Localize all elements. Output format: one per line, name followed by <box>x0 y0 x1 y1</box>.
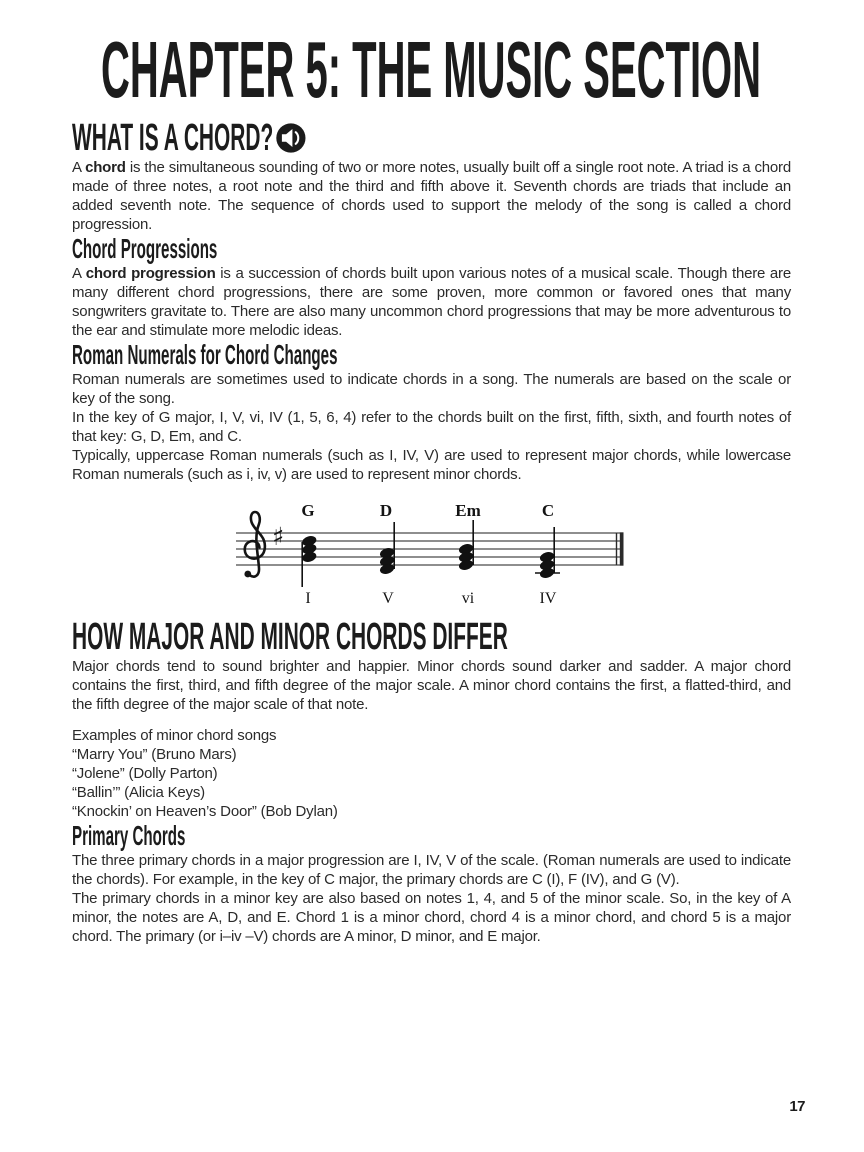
chord-notes-em <box>457 520 473 572</box>
chord-notes-g <box>301 534 317 587</box>
sub-heading-roman-numerals: Roman Numerals for Chord Changes <box>72 339 338 370</box>
key-signature-sharp: ♯ <box>271 522 284 551</box>
staff-lines <box>236 533 624 565</box>
chord-progressions-paragraph <box>72 264 791 340</box>
roman-numeral-iv: IV <box>539 590 556 607</box>
section-heading-text: HOW MAJOR AND MINOR CHORDS DIFFER <box>72 616 508 658</box>
roman-numeral-v: V <box>381 590 394 607</box>
roman-numerals-paragraph-1: Roman numerals are sometimes used to indicate chords in a song. The numerals are based on the scale or key of the song. <box>72 371 791 407</box>
section-heading-text: WHAT IS A CHORD? <box>72 117 274 159</box>
roman-numerals-paragraph-3: Typically, uppercase Roman numerals (such as I, IV, V) are used to represent major chords, while lowercase Roman numerals (such as i, iv, v) are used to represent minor chords. <box>72 447 791 483</box>
intro-rest: is the simultaneous sounding of two or more notes, usually built off a single root note. A triad is a chord made of three notes, a root note and the third and fifth above it. Seventh chords are triads that include an added seventh note. The sequence of chords used to support the melody of the song is called a chord progression. <box>72 159 791 233</box>
chord-letter-c: C <box>541 501 554 520</box>
chapter-title-text: CHAPTER 5: THE MUSIC SECTION <box>101 25 762 114</box>
page-number: 17 <box>789 1098 805 1115</box>
minor-chord-song-examples <box>72 726 791 821</box>
speaker-icon <box>275 122 307 154</box>
song-list-label: Examples of minor chord songs <box>72 727 277 744</box>
song-list-item: “Marry You” (Bruno Mars) <box>72 746 237 763</box>
chord-letter-em: Em <box>454 501 481 520</box>
intro-paragraph <box>72 158 791 234</box>
chapter-title <box>72 25 791 114</box>
chord-letter-g: G <box>300 501 315 520</box>
chord-progression-staff-notation <box>232 491 632 609</box>
section-heading-what-is-a-chord <box>72 118 791 158</box>
cp-rest: is a succession of chords built upon various notes of a musical scale. Though there are many different chord progressions, there are some proven, more common or favored ones that many songwriters gravitate to. There are also many uncommon chord progressions that may be more adventurous to the ear and stimulate more melodic ideas. <box>72 265 791 339</box>
sub-heading-primary-chords: Primary Chords <box>72 820 186 851</box>
roman-numerals-paragraph-2: In the key of G major, I, V, vi, IV (1, 5, 6, 4) refer to the chords built on the first, fifth, sixth, and fourth notes of that key: G, D, Em, and C. <box>72 409 791 445</box>
how-differ-paragraph: Major chords tend to sound brighter and happier. Minor chords sound darker and sadder. A major chord contains the first, third, and fifth degree of the major scale. A minor chord contains the first, a flatted-third, and the fifth degree of the major scale of that note. <box>72 658 791 713</box>
primary-chords-paragraph-1: The three primary chords in a major progression are I, IV, V of the scale. (Roman numerals are used to indicate the chords). For example, in the key of C major, the primary chords are C (I), F (IV), and G (V). <box>72 852 791 888</box>
chord-letter-d: D <box>379 501 392 520</box>
song-list-item: “Knockin’ on Heaven’s Door” (Bob Dylan) <box>72 803 338 820</box>
primary-chords-paragraph-2: The primary chords in a minor key are also based on notes 1, 4, and 5 of the minor scale. So, in the key of A minor, the notes are A, D, and E. Chord 1 is a minor chord, chord 4 is a minor chord, and chord 5 is a major chord. The primary (or i–iv –V) chords are A minor, D minor, and E major. <box>72 890 791 945</box>
intro-bold-term: chord <box>85 159 126 176</box>
song-list-item: “Jolene” (Dolly Parton) <box>72 765 218 782</box>
section-heading-how-differ <box>72 617 791 657</box>
cp-prefix: A <box>72 265 86 282</box>
intro-prefix: A <box>72 159 86 176</box>
roman-numeral-vi: vi <box>461 590 474 607</box>
treble-clef-icon <box>244 512 264 577</box>
cp-bold-term: chord progression <box>85 265 216 282</box>
roman-numeral-i: I <box>304 590 311 607</box>
song-list-item: “Ballin’” (Alicia Keys) <box>72 784 205 801</box>
chord-notes-c <box>535 527 560 580</box>
sub-heading-chord-progressions: Chord Progressions <box>72 233 218 264</box>
